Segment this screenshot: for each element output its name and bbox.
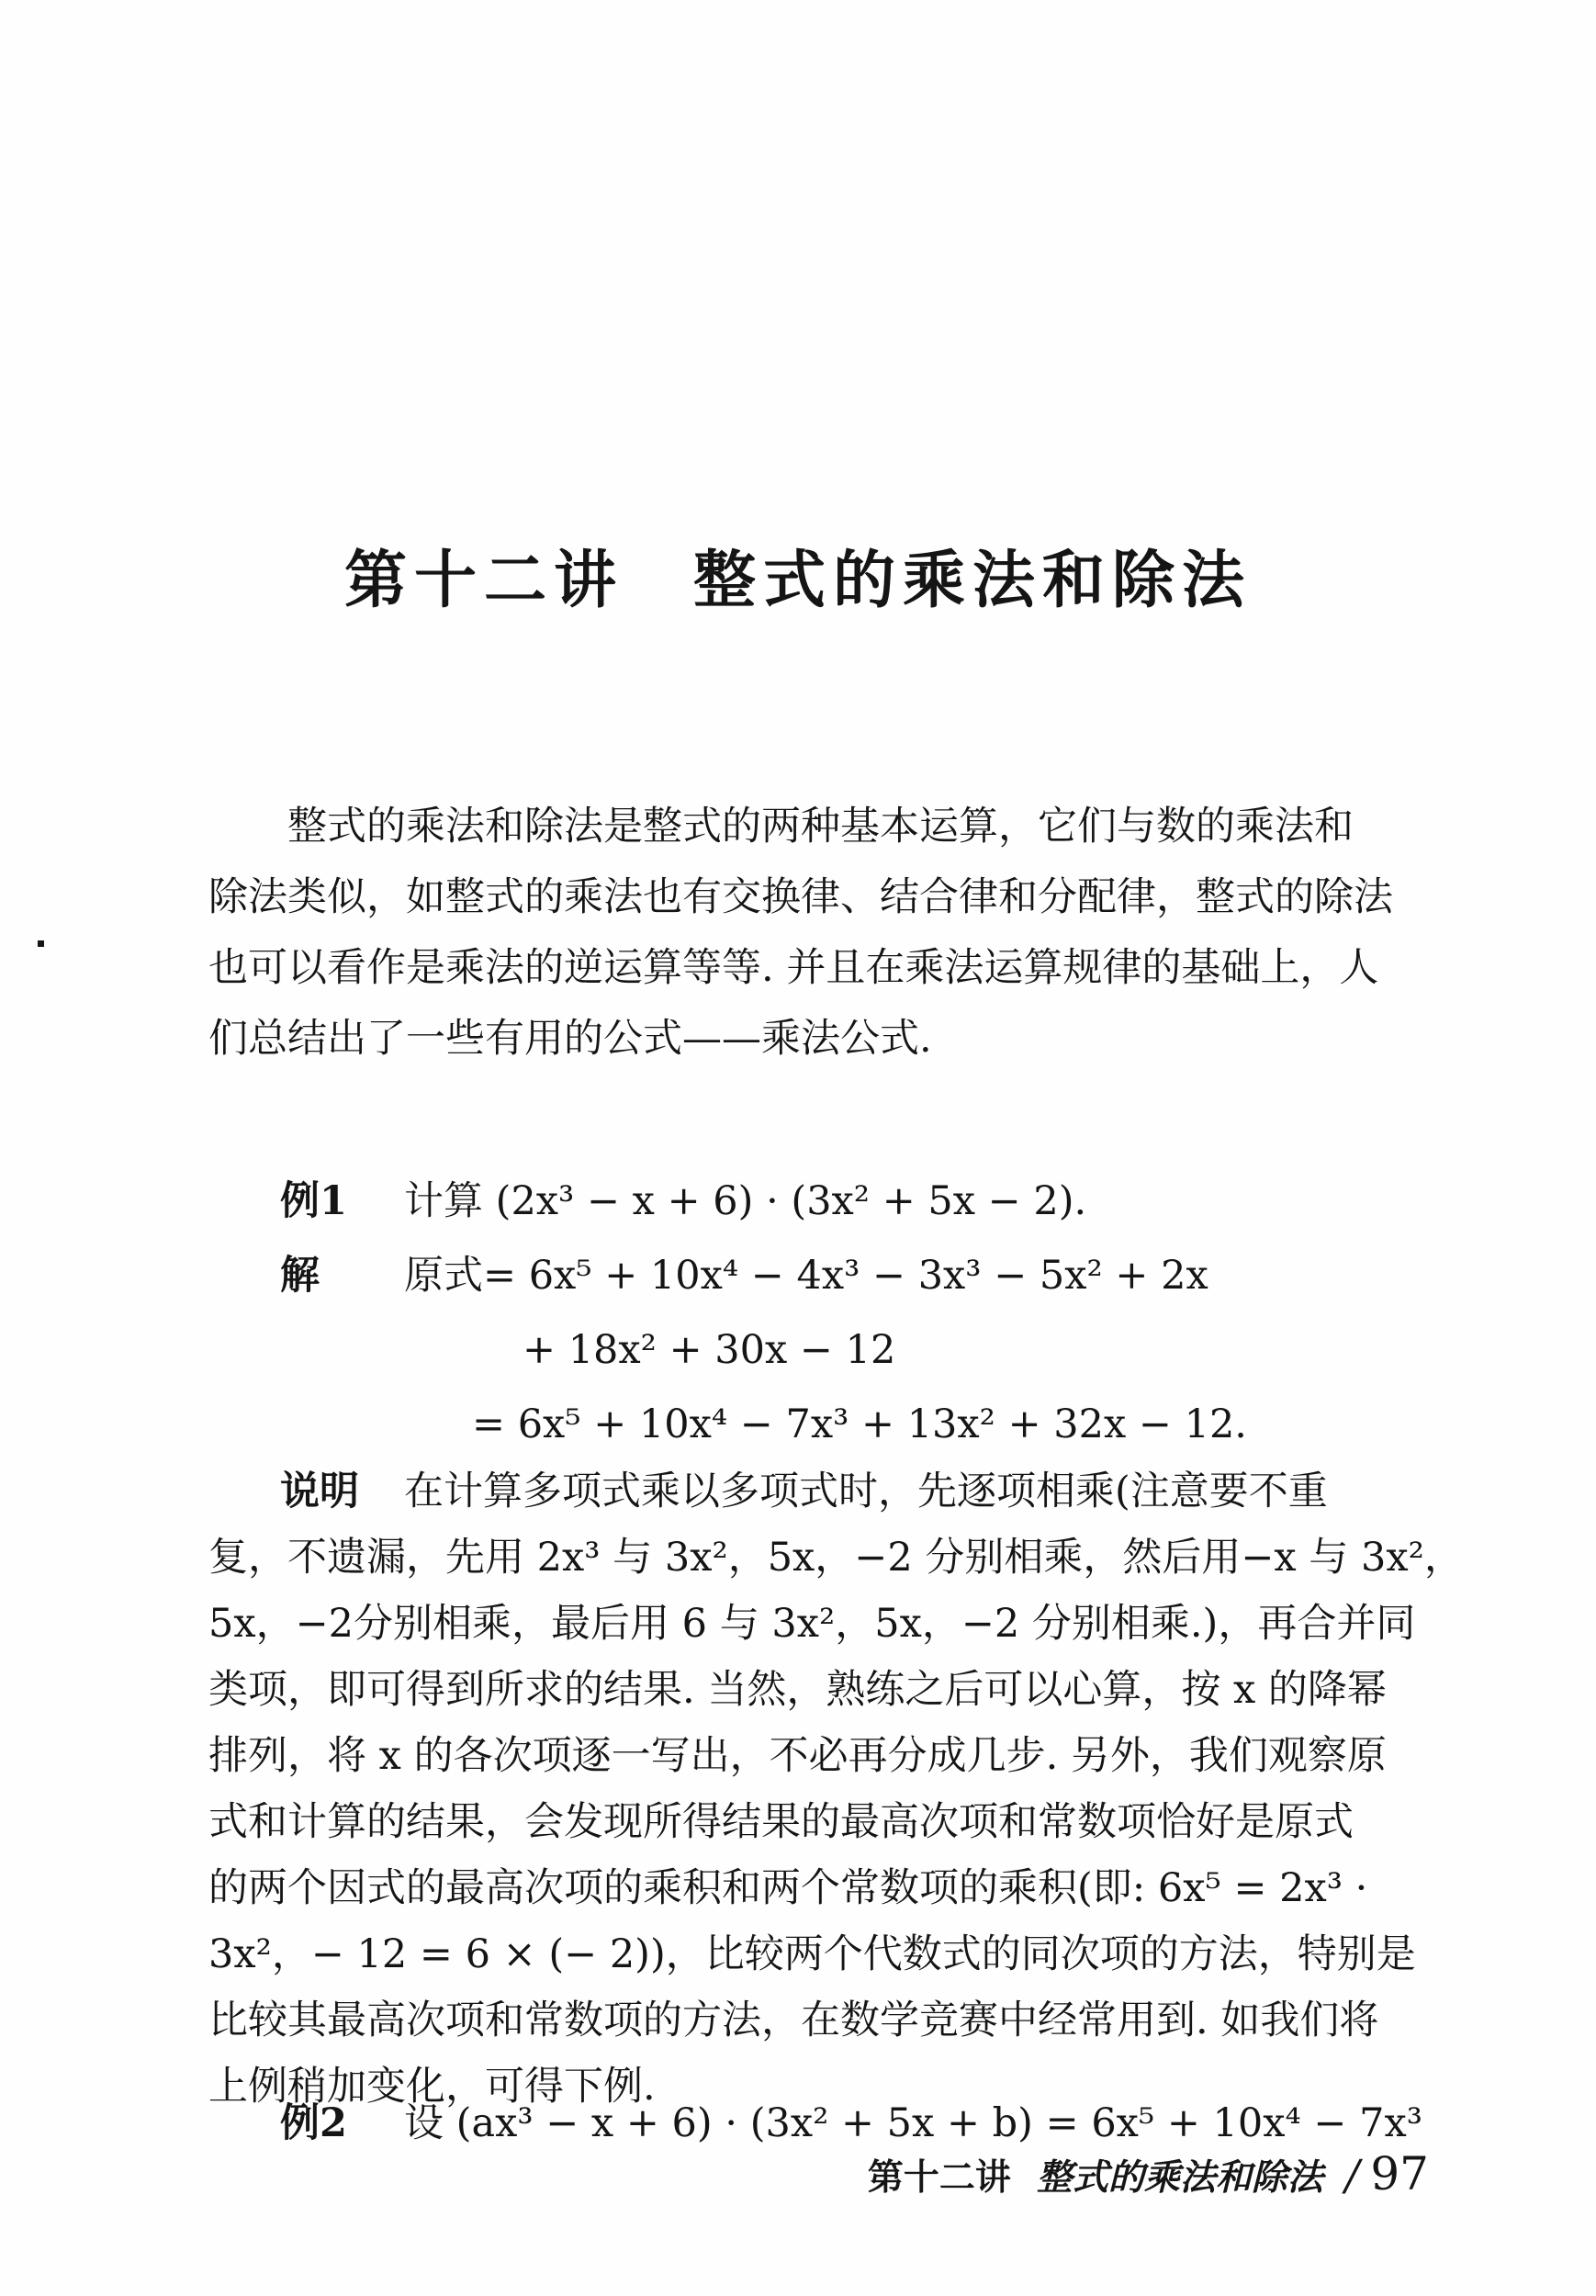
intro-line-3: 也可以看作是乘法的逆运算等等. 并且在乘法运算规律的基础上，人 (208, 945, 1379, 991)
footer-separator: / (1344, 2150, 1360, 2200)
intro-line-2: 除法类似，如整式的乘法也有交换律、结合律和分配律，整式的除法 (208, 874, 1393, 920)
intro-line-1: 整式的乘法和除法是整式的两种基本运算，它们与数的乘法和 (287, 804, 1354, 850)
example-1-problem: 计算 (2x³ − x + 6) · (3x² + 5x − 2). (404, 1178, 1087, 1224)
solution-step-2: + 18x² + 30x − 12 (523, 1327, 896, 1373)
remark-line-2: 复，不遗漏，先用 2x³ 与 3x²，5x，−2 分别相乘，然后用−x 与 3x²， (208, 1535, 1464, 1581)
remark-line-3: 5x，−2分别相乘，最后用 6 与 3x²，5x，−2 分别相乘.)，再合并同 (208, 1601, 1416, 1647)
remark-line-1-text: 在计算多项式乘以多项式时，先逐项相乘(注意要不重 (404, 1469, 1328, 1514)
remark-line-8: 3x²，− 12 = 6 × (− 2))，比较两个代数式的同次项的方法，特别是 (208, 1931, 1416, 1977)
remark-line-5: 排列，将 x 的各次项逐一写出，不必再分成几步. 另外，我们观察原 (208, 1733, 1387, 1779)
example-1-label: 例1 (280, 1178, 347, 1224)
intro-line-4: 们总结出了一些有用的公式——乘法公式. (208, 1016, 932, 1062)
page-number: 97 (1370, 2147, 1429, 2200)
ink-speck (38, 940, 44, 947)
example-1 (208, 1165, 1476, 1462)
footer-chapter: 第十二讲 (867, 2156, 1011, 2199)
example-2 (208, 2096, 1476, 2151)
example-2-problem: 设 (ax³ − x + 6) · (3x² + 5x + b) = 6x⁵ + 10x⁴ − 7x³ (404, 2100, 1422, 2146)
intro-paragraph (208, 792, 1457, 1075)
remark-line-9: 比较其最高次项和常数项的方法，在数学竞赛中经常用到. 如我们将 (208, 1998, 1379, 2043)
remark-label: 说明 (280, 1469, 359, 1514)
page-footer (0, 2147, 1429, 2200)
remark-line-4: 类项，即可得到所求的结果. 当然，熟练之后可以心算，按 x 的降幂 (208, 1667, 1387, 1713)
solution-step-1: 原式= 6x⁵ + 10x⁴ − 4x³ − 3x³ − 5x² + 2x (404, 1253, 1208, 1299)
example-2-label: 例2 (280, 2100, 347, 2146)
solution-label: 解 (280, 1253, 320, 1299)
solution-step-3: = 6x⁵ + 10x⁴ − 7x³ + 13x² + 32x − 12. (472, 1401, 1247, 1447)
remark-line-7: 的两个因式的最高次项的乘积和两个常数项的乘积(即: 6x⁵ = 2x³ · (208, 1865, 1368, 1911)
remark-paragraph (208, 1458, 1476, 2120)
remark-line-6: 式和计算的结果，会发现所得结果的最高次项和常数项恰好是原式 (208, 1799, 1354, 1845)
footer-book-title: 整式的乘法和除法 (1036, 2156, 1323, 2199)
example-1-solution-line-1 (208, 1239, 1476, 1313)
example-1-problem-line (208, 1165, 1476, 1239)
remark-line-10: 上例稍加变化，可得下例. (208, 2064, 656, 2110)
chapter-title: 第十二讲 整式的乘法和除法 (343, 544, 1252, 617)
remark-line-1 (208, 1458, 1476, 1525)
